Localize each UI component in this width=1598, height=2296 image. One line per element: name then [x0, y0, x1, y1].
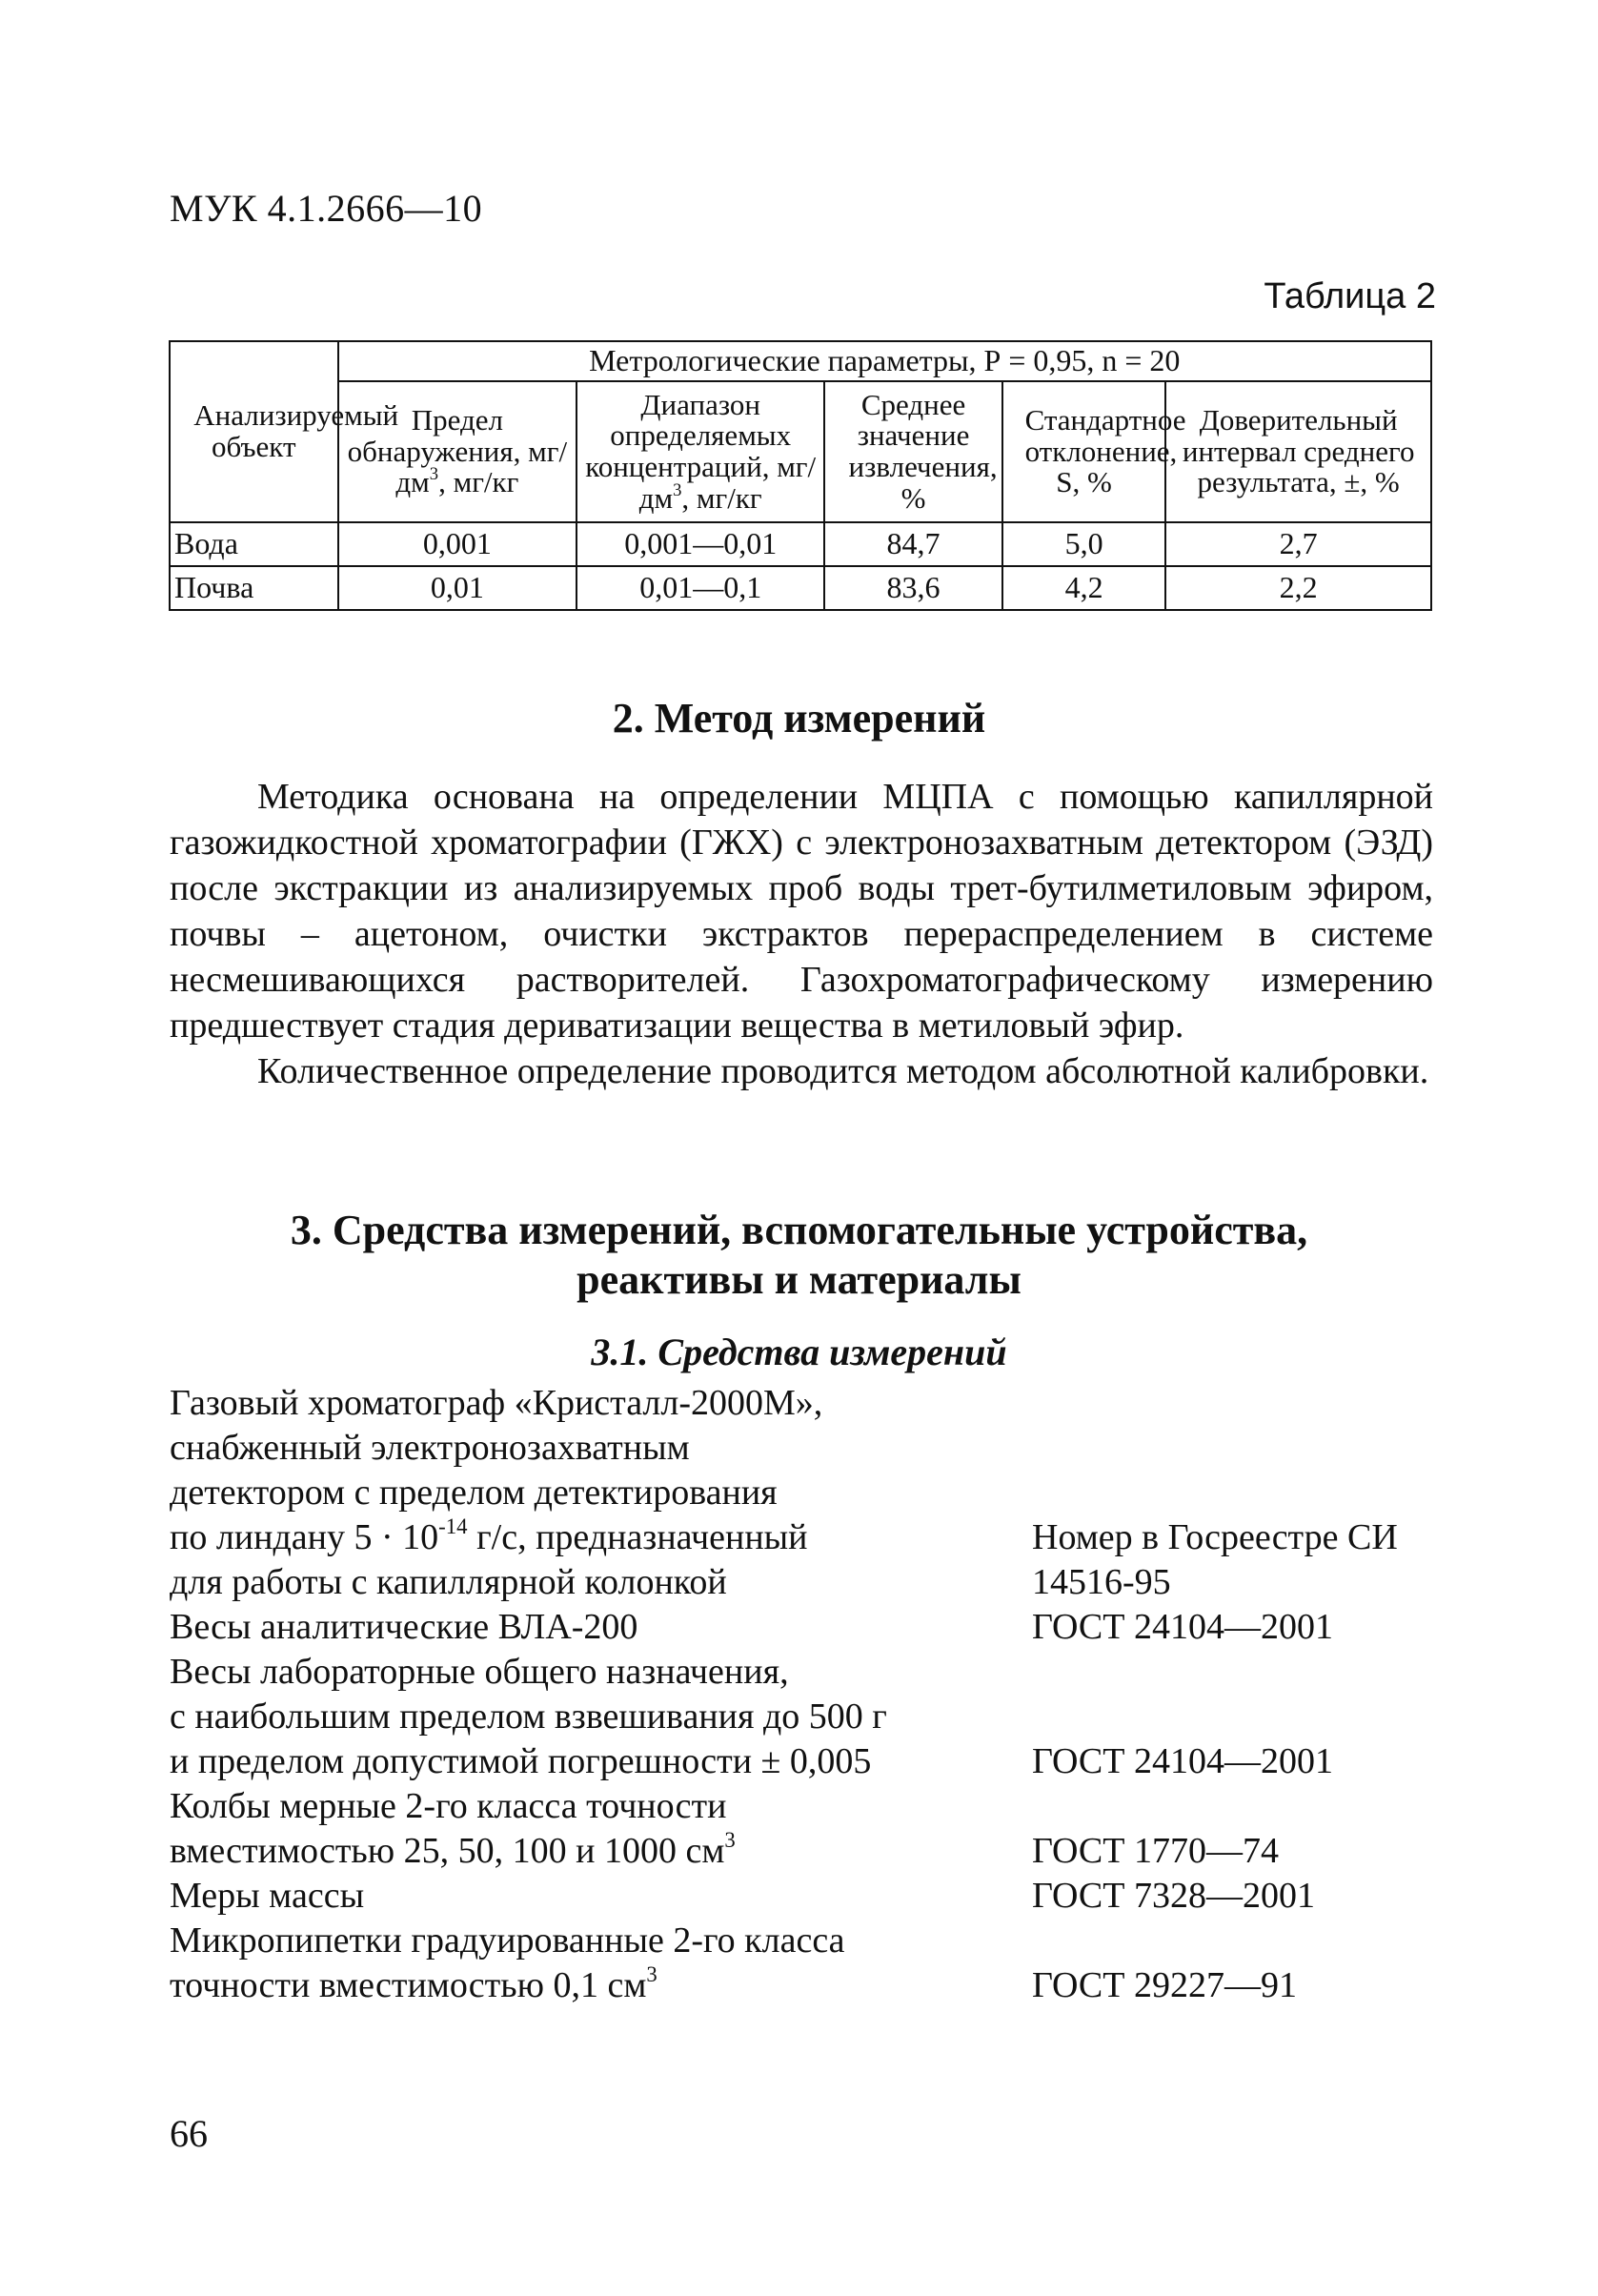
header-mean-recovery: Среднее значение извлечения, %: [824, 381, 1002, 522]
table-caption: Таблица 2: [1264, 276, 1436, 316]
list-item: снабженный электронозахватным: [170, 1428, 690, 1468]
list-item: для работы с капиллярной колонкой 14516-95: [170, 1562, 1171, 1602]
list-item: Меры массы ГОСТ 7328—2001: [170, 1876, 1315, 1916]
paragraph: Количественное определение проводится методом абсолютной калибровки.: [257, 1051, 1429, 1091]
cell-ci: 2,7: [1165, 522, 1431, 566]
equipment-list: [170, 1381, 1433, 2008]
section-2-body: [170, 774, 1433, 1094]
list-item: Колбы мерные 2-го класса точности: [170, 1786, 727, 1826]
list-item: Микропипетки градуированные 2-го класса: [170, 1920, 845, 1961]
header-group: Метрологические параметры, Р = 0,95, n = 20: [338, 341, 1431, 381]
list-item: Газовый хроматограф «Кристалл-2000М»,: [170, 1383, 823, 1423]
list-item: вместимостью 25, 50, 100 и 1000 $см^3$ ГОСТ 1770—74: [170, 1828, 1279, 1871]
header-object: Анализируемый объект: [170, 341, 338, 522]
list-item: по линдану $5 \cdot 10^{-14}$ г/с, предназначенный Номер в Госреестре СИ: [170, 1514, 1398, 1557]
paragraph: Методика основана на определении МЦПА с помощью капиллярной газожидкостной хроматографии (ГЖХ) с электронозахватным детектором (ЭЗД) после экстракции из анализируемых проб воды трет-бутилметиловым эфиром, почвы – ацетоном, очистки экстрактов перераспределением в системе несмешивающихся растворителей. Газохроматографическому измерению предшествует стадия дериватизации вещества в метиловый эфир.: [170, 777, 1433, 1046]
header-confidence-interval: Доверительный интервал среднего результата, ±, %: [1165, 381, 1431, 522]
section-3-title-line1: 3. Средства измерений, вспомогательные устройства,: [290, 1207, 1308, 1253]
table-row: [170, 566, 1431, 610]
header-detection-limit: Предел обнаружения, $мг/дм^3$, мг/кг: [338, 381, 577, 522]
cell-object: Почва: [170, 566, 338, 610]
cell-sd: 5,0: [1002, 522, 1165, 566]
list-item: и пределом допустимой погрешности ± 0,005 ГОСТ 24104—2001: [170, 1741, 1333, 1781]
cell-ci: 2,2: [1165, 566, 1431, 610]
document-code: МУК 4.1.2666—10: [170, 187, 483, 230]
header-range: Диапазон определяемых концентраций, $мг/дм^3$, мг/кг: [576, 381, 824, 522]
cell-sd: 4,2: [1002, 566, 1165, 610]
page-number: 66: [170, 2112, 208, 2155]
list-item: Весы аналитические ВЛА-200 ГОСТ 24104—2001: [170, 1607, 1333, 1647]
section-2-title: 2. Метод измерений: [612, 695, 986, 742]
cell-limit: 0,001: [338, 522, 577, 566]
cell-limit: 0,01: [338, 566, 577, 610]
cell-range: 0,01—0,1: [576, 566, 824, 610]
cell-object: Вода: [170, 522, 338, 566]
header-std-dev: Стандартное отклонение, S, %: [1002, 381, 1165, 522]
cell-mean: 84,7: [824, 522, 1002, 566]
cell-mean: 83,6: [824, 566, 1002, 610]
list-item: детектором с пределом детектирования: [170, 1473, 778, 1513]
list-item: с наибольшим пределом взвешивания до 500 г: [170, 1697, 887, 1737]
metrological-table: [169, 340, 1432, 611]
table-row: [170, 522, 1431, 566]
list-item: точности вместимостью 0,1 $см^3$ ГОСТ 29227—91: [170, 1962, 1297, 2005]
section-3-title-line2: реактивы и материалы: [576, 1256, 1022, 1303]
list-item: Весы лабораторные общего назначения,: [170, 1652, 789, 1692]
cell-range: 0,001—0,01: [576, 522, 824, 566]
subsection-3-1-title: 3.1. Средства измерений: [591, 1331, 1007, 1373]
